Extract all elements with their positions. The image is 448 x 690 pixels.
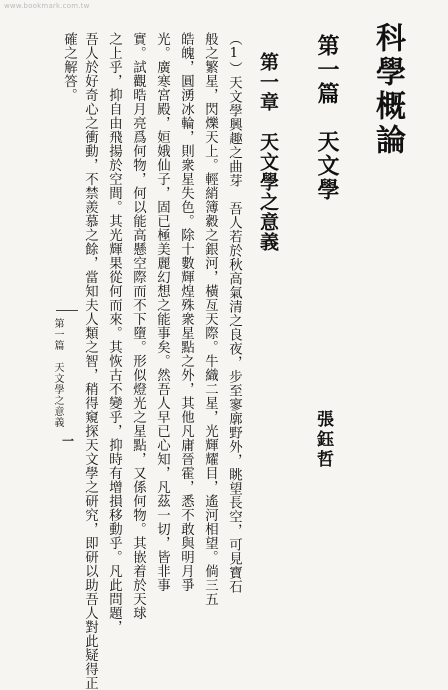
header-rule [56, 310, 78, 311]
watermark: www.bookmark.com.tw [4, 2, 90, 10]
body-column: 般之繁星，閃爍天上。輕綃簿縠之銀河，橫亙天際。牛織二星，光輝耀目，遙河相望。倘三五 [202, 32, 218, 606]
body-column: 之上乎，抑自由飛揚於空間。其光輝果從何而來。其恢古不變乎，抑時有增損移動乎。凡此問題， [106, 32, 122, 634]
body-column: 光。廣寒宮殿，姮娥仙子，固已極美麗幻想之能事矣。然吾人早已心知，凡茲一切，皆非事 [154, 32, 170, 592]
body-column: 實。試觀晧月亮爲何物，何以能高懸空際而不下墮。形似燈光之星點，又係何物。其嵌着於天球 [130, 32, 146, 620]
part-title: 第一篇 天文學 [314, 34, 340, 202]
body-column: （1）天文學興趣之曲芽 吾人若於秋高氣清之良夜，步至寥廓野外，眺望長空，可見寶石 [226, 32, 242, 594]
chapter-title: 第一章 天文學之意義 [257, 52, 279, 252]
author-name: 張鈺哲 [313, 410, 333, 470]
page-number: 一 [62, 434, 75, 448]
book-title: 科學概論 [370, 22, 405, 158]
body-column: 確之解答。 [61, 32, 77, 102]
body-column: 吾人於好奇心之衝動，不禁羨慕之餘，當知夫人類之智，稍得窺探天文學之研究，即研以助吾人對此疑得正 [82, 32, 98, 690]
running-head: 第一篇 天文學之意義 [52, 318, 63, 428]
body-column: 皓魄，圓湧冰輪，則衆星失色。除十數輝煌殊衆星點之外，其他凡庸晉霍，悉不敢與明月爭 [178, 32, 194, 592]
